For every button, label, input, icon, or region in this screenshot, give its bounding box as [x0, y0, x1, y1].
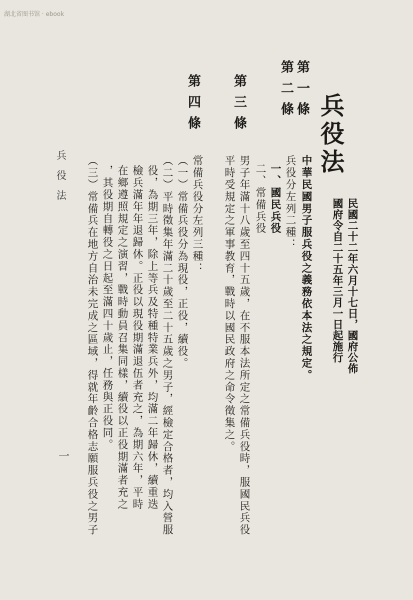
article-2-intro: 兵役分左列二種： [284, 155, 297, 251]
running-head: 兵役法 [54, 150, 65, 210]
effective-date: 國府令自二十五年三月一日起施行 [331, 198, 344, 363]
page-number: 一 [57, 450, 70, 461]
article-4-clause-2-line-3: 檢兵滿年年退歸休。正役以現役期滿退伍者充之，為期六年，平時 [131, 165, 144, 511]
article-4-clause-2-line-1: （二）平時徵集年滿二十歲至二十五歲之男子，經檢定合格者，均入營服 [161, 155, 174, 536]
article-4-number: 第四條 [185, 74, 200, 137]
article-4-clause-2-line-5: ，其役期自轉役之日起至滿四十歲止，任務與正役同。 [101, 165, 114, 451]
article-2-item-2: 二、常備兵役 [254, 163, 267, 235]
article-1-number: 第一條 [294, 60, 309, 123]
library-watermark: 湖北省图书馆 · ebook [4, 11, 65, 18]
article-4-clause-2-line-2: 役，為期三年，除上等兵及特種特業兵外，均滿二年歸休，續重迭 [146, 165, 159, 511]
law-title: 兵役法 [316, 93, 345, 177]
article-3-line-2: 平時受規定之軍事教育，戰時以國民政府之命令徵集之。 [223, 155, 236, 453]
article-2-number: 第二條 [278, 60, 293, 123]
article-3-number: 第三條 [231, 74, 246, 137]
article-4-lead: 常備兵役分左列三種： [191, 155, 204, 274]
article-4-clause-3-line-1: （三）常備兵在地方自治未完成之區域，得就年齡合格志願服兵役之男子 [86, 155, 99, 536]
article-1-text: 中華民國男子服兵役之義務依本法之規定。 [300, 155, 313, 382]
article-2-item-1: 一、國民兵役 [269, 163, 282, 235]
promulgation-date: 民國二十二年六月十七日，國府公佈 [346, 198, 359, 374]
article-4-clause-2-line-4: 在鄉遵照規定之演習，戰時動員召集同樣，續役以正役期滿者充之 [116, 165, 129, 511]
article-4-clause-1: （一）常備兵役分為現役，正役，續役。 [176, 155, 189, 370]
article-3-line-1: 男子年滿十八歲至四十五歲，在不服本法所定之常備兵役時，服國民兵役 [238, 155, 251, 536]
